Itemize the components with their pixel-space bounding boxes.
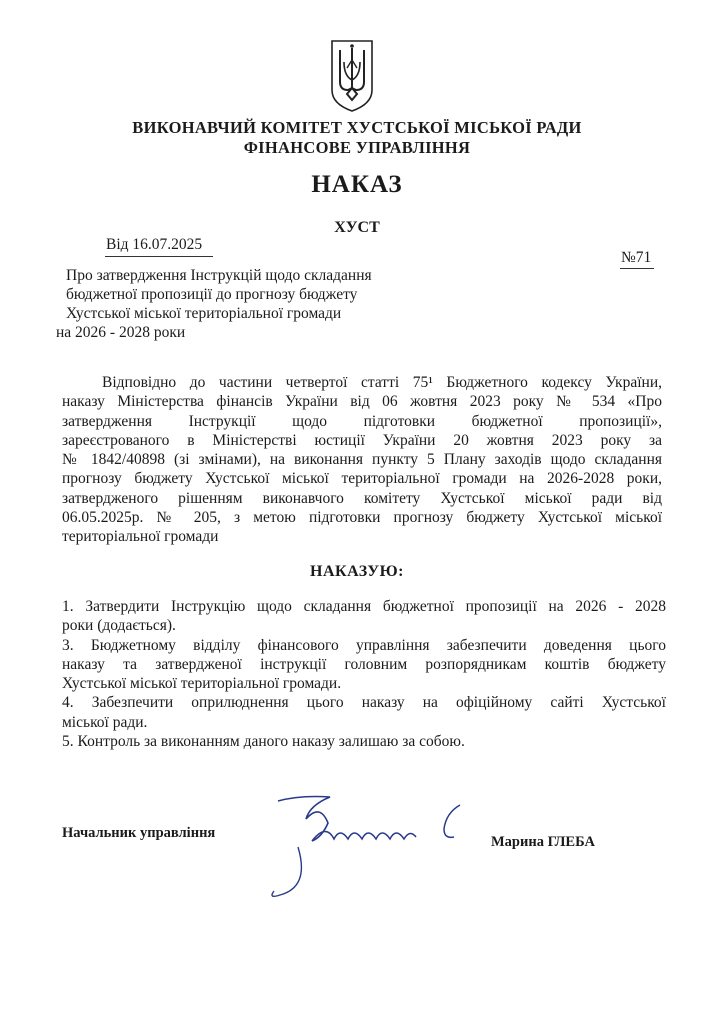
subject-line: бюджетної пропозиції до прогнозу бюджету [66,286,358,303]
order-item-line: наказу та затвердженої інструкції головним розпорядникам коштів бюджету [62,655,666,673]
preamble-line: затвердження Інструкції щодо підготовки бюджетної пропозиції», [62,412,662,430]
handwritten-signature-icon [270,783,480,901]
signatory-name: Марина ГЛЕБА [491,834,595,850]
order-items [62,597,666,751]
order-item-line: Хустської міської територіальної громади. [62,675,342,693]
order-item-line: 5. Контроль за виконанням даного наказу залишаю за собою. [62,733,465,751]
order-item-line: роки (додається). [62,617,176,635]
order-item-line: міської ради. [62,713,148,731]
subject-line: Хустської міської територіальної громади [66,305,342,322]
subject-line: на 2026 - 2028 роки [56,324,186,341]
document-city: ХУСТ [334,219,380,236]
document-number: №71 [621,249,652,266]
signatory-role: Начальник управління [62,825,216,841]
preamble-line: зареєстрованого в Міністерстві юстиції України 20 жовтня 2023 року за [62,431,662,449]
org-name-line1: ВИКОНАВЧИЙ КОМІТЕТ ХУСТСЬКОЇ МІСЬКОЇ РАДИ [132,118,582,137]
order-item-line: 1. Затвердити Інструкцію щодо складання бюджетної пропозиції на 2026 - 2028 [62,598,666,615]
preamble-line: територіальної громади [62,528,219,546]
preamble-line: затвердженого рішенням виконавчого комітету Хустської міської ради від [62,489,662,507]
document-subject [56,266,446,342]
org-name-line2: ФІНАНСОВЕ УПРАВЛІННЯ [243,138,471,157]
document-title: НАКАЗ [311,171,403,198]
subject-line: Про затвердження Інструкцій щодо складання [66,267,372,284]
order-item-line: 3. Бюджетному відділу фінансового управління забезпечити доведення цього [62,636,666,654]
preamble-line: Відповідно до частини четвертої статті 75¹ Бюджетного кодексу України, [102,374,662,391]
document-date: Від 16.07.2025 [106,236,203,253]
preamble-line: 06.05.2025р. № 205, з метою підготовки прогнозу бюджету Хустської міської [62,509,662,527]
preamble-paragraph [62,373,662,547]
coat-of-arms-icon [329,38,375,114]
order-item-line: 4. Забезпечити оприлюднення цього наказу на офіційному сайті Хустської [62,694,666,712]
preamble-line: прогнозу бюджету Хустської міської територіальної громади на 2026-2028 роки, [62,470,662,488]
preamble-line: наказу Міністерства фінансів України від 06 жовтня 2023 року № 534 «Про [62,393,662,411]
preamble-line: № 1842/40898 (зі змінами), на виконання пункту 5 Плану заходів щодо складання [62,451,662,469]
date-underline [105,256,213,257]
order-heading: НАКАЗУЮ: [310,563,404,580]
number-underline [620,268,654,269]
